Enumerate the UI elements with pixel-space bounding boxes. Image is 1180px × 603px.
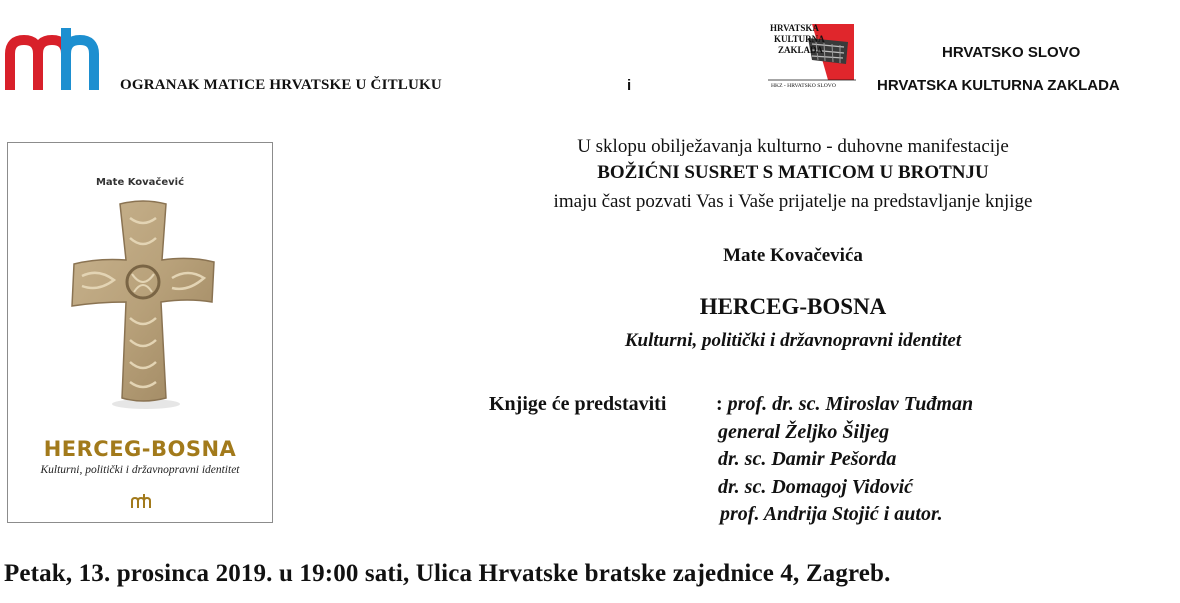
hkz-logo-line2: KULTURNA (774, 34, 825, 44)
event-date-location: Petak, 13. prosinca 2019. u 19:00 sati, Ulica Hrvatske bratske zajednice 4, Zagreb. (4, 560, 891, 587)
presenter-name: prof. dr. sc. Miroslav Tuđman (727, 393, 974, 415)
conjunction: i (627, 77, 632, 94)
hkz-logo-line3: ZAKLADA (778, 45, 824, 55)
event-name: BOŽIĆNI SUSRET S MATICOM U BROTNJU (597, 162, 989, 183)
presenter-item: prof. Andrija Stojić i autor. (720, 503, 943, 525)
hkz-logo-line1: HRVATSKA (770, 23, 819, 33)
presenters-colon: : (716, 393, 728, 415)
invitation-line-3: imaju čast pozvati Vas i Vaše prijatelje na predstavljanje knjige (553, 191, 1033, 212)
cover-subtitle: Kulturni, politički i državnopravni identitet (40, 464, 240, 476)
presenters-label: Knjige će predstaviti (489, 393, 667, 415)
stone-cross-icon (68, 198, 218, 413)
mh-logo-icon (2, 24, 106, 92)
right-organization-name-2: HRVATSKA KULTURNA ZAKLADA (877, 77, 1120, 94)
presenter-item (716, 393, 973, 416)
book-cover-image (7, 142, 273, 523)
invitation-line-1: U sklopu obilježavanja kulturno - duhovne manifestacije (577, 136, 1009, 157)
cover-author: Mate Kovačević (95, 177, 185, 188)
mh-logo-small-icon (130, 494, 152, 508)
hkz-logo-footer: HKZ - HRVATSKO SLOVO (771, 83, 836, 89)
presenter-item: dr. sc. Damir Pešorda (718, 448, 897, 470)
book-title: HERCEG-BOSNA (699, 294, 887, 319)
cover-title: HERCEG-BOSNA (43, 437, 237, 461)
presenter-item: dr. sc. Domagoj Vidović (718, 476, 913, 498)
right-organization-name-1: HRVATSKO SLOVO (942, 44, 1081, 61)
presenter-item: general Željko Šiljeg (718, 421, 890, 443)
author-name: Mate Kovačevića (723, 245, 863, 266)
hkz-hrvatsko-slovo-logo-icon (768, 20, 856, 90)
book-subtitle: Kulturni, politički i državnopravni identitet (624, 330, 962, 351)
left-organization-name: OGRANAK MATICE HRVATSKE U ČITLUKU (120, 77, 442, 93)
